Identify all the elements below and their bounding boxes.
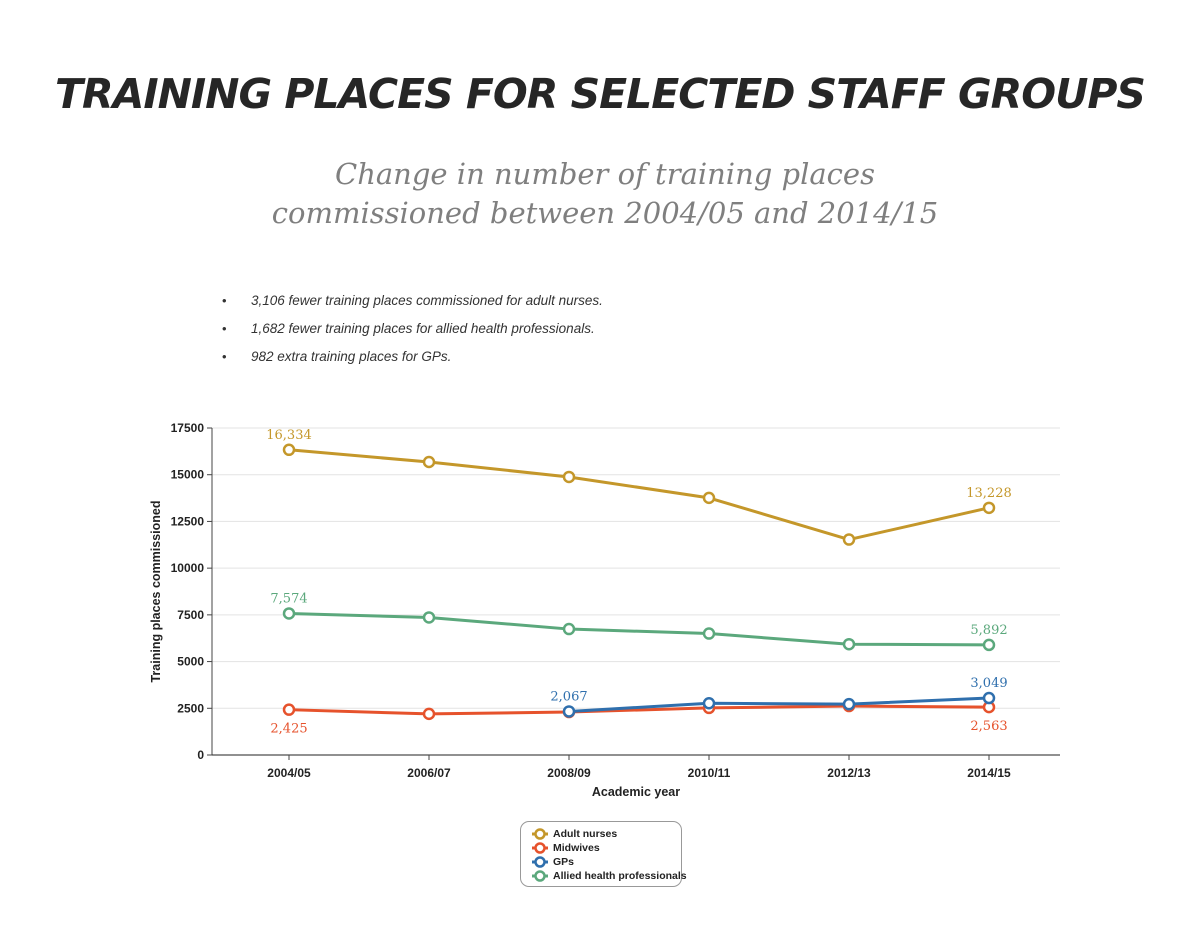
data-label: 13,228 [966, 485, 1012, 501]
legend-label: Adult nurses [553, 828, 618, 840]
note-text: 1,682 fewer training places for allied health professionals. [251, 321, 595, 336]
bullet-icon: • [222, 321, 227, 336]
legend-circle [536, 830, 545, 839]
y-tick-label: 15000 [170, 467, 204, 482]
data-label: 16,334 [266, 427, 312, 443]
data-labels [266, 428, 1012, 737]
note-text: 3,106 fewer training places commissioned for adult nurses. [251, 293, 603, 308]
legend-item[interactable] [531, 855, 681, 869]
data-point [284, 705, 294, 715]
series-line [289, 450, 989, 540]
legend [520, 821, 687, 887]
y-axis [171, 421, 212, 762]
x-tick-label: 2008/09 [547, 766, 591, 780]
y-tick-label: 5000 [177, 654, 204, 669]
data-point [984, 693, 994, 703]
y-tick-label: 10000 [170, 561, 204, 576]
x-axis [212, 755, 1060, 780]
x-tick-label: 2012/13 [827, 766, 871, 780]
legend-marker-icon [531, 828, 549, 840]
data-point [984, 640, 994, 650]
legend-marker-icon [531, 842, 549, 854]
legend-circle [536, 872, 545, 881]
x-tick-label: 2004/05 [267, 766, 311, 780]
y-tick-label: 7500 [177, 607, 204, 622]
legend-marker-icon [531, 856, 549, 868]
data-label: 7,574 [270, 591, 308, 607]
data-point [564, 706, 574, 716]
legend-circle [536, 858, 545, 867]
legend-item[interactable] [531, 869, 687, 883]
data-point [284, 608, 294, 618]
data-point [284, 445, 294, 455]
data-label: 2,563 [970, 719, 1008, 735]
data-point [424, 612, 434, 622]
bullet-icon: • [222, 349, 227, 364]
y-tick-label: 0 [197, 748, 204, 762]
legend-label: Allied health professionals [553, 870, 687, 882]
data-label: 5,892 [970, 622, 1008, 638]
legend-circle [536, 844, 545, 853]
legend-label: Midwives [553, 842, 600, 854]
series-line [289, 613, 989, 644]
legend-marker-icon [531, 870, 549, 882]
data-point [564, 472, 574, 482]
data-point [564, 624, 574, 634]
y-axis-title: Training places commissioned [149, 500, 163, 683]
bullet-icon: • [222, 293, 227, 308]
gridlines [212, 428, 1060, 708]
data-point [844, 535, 854, 545]
page-subtitle: Change in number of training places commissioned between 2004/05 and 2014/15 [271, 157, 939, 230]
data-point [424, 709, 434, 719]
data-point [844, 639, 854, 649]
series-group [284, 445, 994, 719]
data-point [984, 503, 994, 513]
y-tick-label: 17500 [170, 421, 204, 435]
data-label: 3,049 [970, 676, 1008, 692]
x-tick-label: 2014/15 [967, 766, 1011, 780]
y-tick-label: 12500 [170, 514, 204, 529]
legend-label: GPs [553, 856, 575, 868]
data-point [424, 457, 434, 467]
legend-item[interactable] [531, 841, 681, 855]
x-axis-title: Academic year [591, 785, 681, 799]
legend-item[interactable] [531, 827, 681, 841]
page-title: TRAINING PLACES FOR SELECTED STAFF GROUPS [55, 70, 1145, 118]
data-point [704, 698, 714, 708]
note-text: 982 extra training places for GPs. [251, 349, 452, 364]
data-point [704, 493, 714, 503]
data-point [844, 699, 854, 709]
x-tick-label: 2010/11 [687, 766, 731, 780]
x-tick-label: 2006/07 [407, 766, 451, 780]
data-label: 2,067 [550, 689, 588, 705]
data-label: 2,425 [270, 721, 308, 737]
y-tick-label: 2500 [177, 701, 204, 716]
data-point [704, 629, 714, 639]
